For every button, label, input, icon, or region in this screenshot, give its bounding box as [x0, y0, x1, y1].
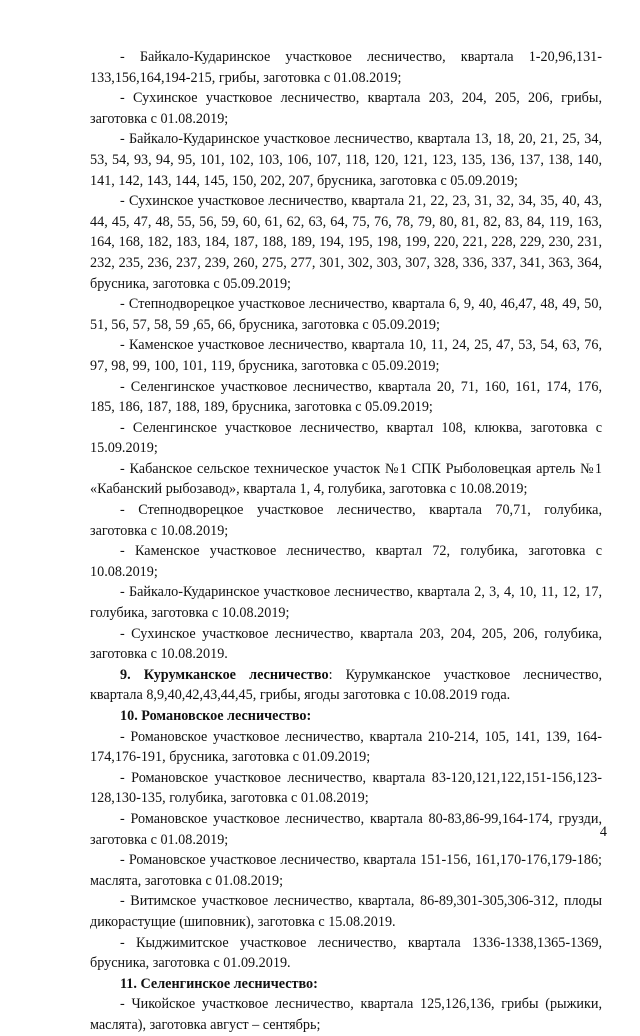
paragraph-text: - Каменское участковое лесничество, квартала 10, 11, 24, 25, 47, 53, 54, 63, 76, 97, 98, 99, 100, 101, 119, брусника, заготовка с 05.09.2019; [90, 337, 602, 374]
paragraph-text: - Романовское участковое лесничество, квартала 80-83,86-99,164-174, грузди, заготовка с 01.08.2019; [90, 810, 602, 848]
list-item [90, 850, 602, 891]
paragraph-text: - Степнодворецкое участковое лесничество, квартала 6, 9, 40, 46,47, 48, 49, 50, 51, 56, 57, 58, 59 ,65, 66, брусника, заготовка с 05.09.2019; [90, 296, 602, 333]
list-item [90, 809, 602, 850]
section-heading: 11. Селенгинское лесничество: [120, 975, 318, 992]
paragraph-text: - Романовское участковое лесничество, квартала 83-120,121,122,151-156,123-128,130-135, голубика, заготовка с 01.08.2019; [90, 769, 602, 807]
list-item [90, 933, 602, 974]
paragraph-text: - Сухинское участковое лесничество, квартала 203, 204, 205, 206, грибы, заготовка с 01.08.2019; [90, 90, 602, 127]
paragraph-text: - Байкало-Кударинское участковое лесничество, квартала 13, 18, 20, 21, 25, 34, 53, 54, 93, 94, 95, 101, 102, 103, 106, 107, 118, 120, 121, 123, 135, 136, 137, 138, 140, 141, 142, 143, 144, 145, 150, 202, 207, брусника, заготовка с 05.09.2019; [90, 131, 602, 189]
paragraph-text: - Байкало-Кударинское участковое лесничество, квартала 2, 3, 4, 10, 11, 12, 17, голубика, заготовка с 10.08.2019; [90, 584, 602, 622]
document-body [90, 47, 602, 1036]
section-paragraph [90, 706, 602, 727]
paragraph-text: - Чикойское участковое лесничество, квартала 125,126,136, грибы (рыжики, маслята), заготовка август – сентябрь; [90, 996, 602, 1033]
list-item [90, 191, 602, 294]
paragraph-text: - Кыджимитское участковое лесничество, квартала 1336-1338,1365-1369, брусника, заготовка с 01.09.2019. [90, 934, 602, 972]
list-item [90, 624, 602, 665]
paragraph-text: - Сухинское участковое лесничество, квартала 21, 22, 23, 31, 32, 34, 35, 40, 43, 44, 45, 47, 48, 55, 56, 59, 60, 61, 62, 63, 64, 75, 76, 78, 79, 80, 81, 82, 83, 84, 119, 163, 164, 168, 182, 183, 184, 187, 188, 189, 194, 195, 198, 199, 220, 221, 228, 229, 230, 231, 232, 235, 236, 237, 239, 260, 275, 277, 301, 302, 303, 307, 328, 336, 337, 341, 363, 364, брусника, заготовка с 05.09.2019; [90, 193, 602, 292]
paragraph-text: - Степнодворецкое участковое лесничество, квартала 70,71, голубика, заготовка с 10.08.2019; [90, 502, 602, 539]
paragraph-text: - Кабанское сельское техническое участок №1 СПК Рыболовецкая артель №1 «Кабанский рыбозавод», квартала 1, 4, голубика, заготовка с 10.08.2019; [90, 460, 602, 498]
list-item [90, 377, 602, 418]
list-item [90, 541, 602, 582]
list-item [90, 768, 602, 809]
paragraph-text: - Сухинское участковое лесничество, квартала 203, 204, 205, 206, голубика, заготовка с 10.08.2019. [90, 625, 602, 663]
list-item [90, 891, 602, 932]
paragraph-text: : Курумканское участковое лесничество, квартала 8,9,40,42,43,44,45, грибы, ягоды заготовка с 10.08.2019 года. [90, 666, 603, 704]
paragraph-text: - Селенгинское участковое лесничество, квартала 20, 71, 160, 161, 174, 176, 185, 186, 187, 188, 189, брусника, заготовка с 05.09.2019; [90, 378, 602, 416]
section-paragraph [90, 974, 602, 995]
page-number: 4 [599, 824, 607, 840]
section-paragraph [90, 665, 602, 706]
paragraph-text: - Романовское участковое лесничество, квартала 151-156, 161,170-176,179-186; маслята, заготовка с 01.08.2019; [90, 852, 602, 889]
list-item [90, 418, 602, 459]
list-item [90, 335, 602, 376]
list-item [90, 727, 602, 768]
paragraph-text: - Байкало-Кударинское участковое лесничество, квартала 1-20,96,131-133,156,164,194-215, грибы, заготовка с 01.08.2019; [90, 49, 602, 86]
paragraph-text: - Селенгинское участковое лесничество, квартал 108, клюква, заготовка с 15.09.2019; [90, 419, 602, 457]
list-item [90, 500, 602, 541]
list-item [90, 294, 602, 335]
section-heading: 9. Курумканское лесничество [120, 666, 329, 683]
list-item [90, 994, 602, 1035]
paragraph-text: - Витимское участковое лесничество, квартала, 86-89,301-305,306-312, плоды дикорастущие (шиповник), заготовка с 15.08.2019. [90, 893, 602, 930]
list-item [90, 582, 602, 623]
list-item [90, 88, 602, 129]
paragraph-text: - Романовское участковое лесничество, квартала 210-214, 105, 141, 139, 164-174,176-191, брусника, заготовка с 01.09.2019; [90, 728, 602, 766]
list-item [90, 459, 602, 500]
section-heading: 10. Романовское лесничество: [120, 708, 312, 724]
list-item [90, 129, 602, 191]
paragraph-text: - Каменское участковое лесничество, квартал 72, голубика, заготовка с 10.08.2019; [90, 543, 602, 580]
list-item [90, 47, 602, 88]
